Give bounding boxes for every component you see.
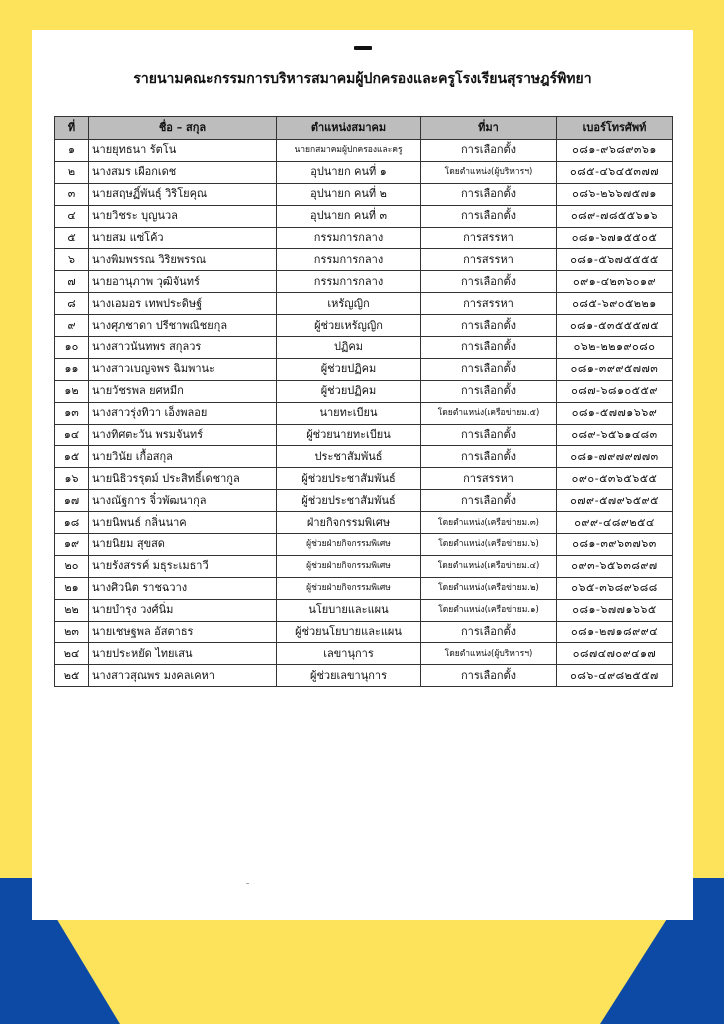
member-source: การสรรหา xyxy=(421,227,557,249)
member-phone: ๐๖๕-๓๖๘๙๖๘๘ xyxy=(557,577,673,599)
member-source: การสรรหา xyxy=(421,249,557,271)
header-no: ที่ xyxy=(55,117,89,140)
member-phone: ๐๘๑-๖๗๑๕๕๐๕ xyxy=(557,227,673,249)
member-position: ผู้ช่วยฝ่ายกิจกรรมพิเศษ xyxy=(277,577,421,599)
speck xyxy=(246,883,249,884)
member-phone: ๐๘๕-๖๙๐๕๒๒๑ xyxy=(557,293,673,315)
row-number: ๑๓ xyxy=(55,402,89,424)
row-number: ๙ xyxy=(55,315,89,337)
member-name: นายเชษฐพล อัสตาธร xyxy=(89,621,277,643)
member-source: โดยตำแหน่ง(เครือข่ายม.๕) xyxy=(421,402,557,424)
table-row xyxy=(55,402,673,424)
header-mark xyxy=(354,46,372,50)
table-row xyxy=(55,337,673,359)
member-name: นายวัชรพล ยศหมีก xyxy=(89,380,277,402)
member-position: ผู้ช่วยฝ่ายกิจกรรมพิเศษ xyxy=(277,534,421,556)
table-row xyxy=(55,424,673,446)
member-source: การเลือกตั้ง xyxy=(421,490,557,512)
member-source: การเลือกตั้ง xyxy=(421,271,557,293)
row-number: ๓ xyxy=(55,183,89,205)
member-source: การเลือกตั้ง xyxy=(421,140,557,162)
member-name: นางพิมพรรณ วิริยพรรณ xyxy=(89,249,277,271)
member-position: อุปนายก คนที่ ๓ xyxy=(277,205,421,227)
member-phone: ๐๙๙-๔๘๙๒๕๔ xyxy=(557,512,673,534)
table-row xyxy=(55,665,673,687)
member-source: การเลือกตั้ง xyxy=(421,446,557,468)
table-row xyxy=(55,315,673,337)
row-number: ๒๔ xyxy=(55,643,89,665)
member-source: การเลือกตั้ง xyxy=(421,205,557,227)
member-name: นางสมร เผือกเดช xyxy=(89,161,277,183)
header-position: ตำแหน่งสมาคม xyxy=(277,117,421,140)
member-name: นายยุทธนา รัตโน xyxy=(89,140,277,162)
member-position: ผู้ช่วยฝ่ายกิจกรรมพิเศษ xyxy=(277,555,421,577)
member-source: การเลือกตั้ง xyxy=(421,621,557,643)
member-phone: ๐๘๑-๗๙๗๙๗๗๓ xyxy=(557,446,673,468)
member-position: นายทะเบียน xyxy=(277,402,421,424)
row-number: ๑๐ xyxy=(55,337,89,359)
row-number: ๒๐ xyxy=(55,555,89,577)
member-name: นายนิยม สุขสด xyxy=(89,534,277,556)
table-body xyxy=(55,140,673,687)
member-phone: ๐๘๕-๔๖๔๕๓๗๗ xyxy=(557,161,673,183)
member-phone: ๐๘๙-๗๘๕๕๖๑๖ xyxy=(557,205,673,227)
member-phone: ๐๘๑-๙๖๘๙๓๖๑ xyxy=(557,140,673,162)
header-name: ชื่อ – สกุล xyxy=(89,117,277,140)
member-position: ผู้ช่วยปฏิคม xyxy=(277,358,421,380)
row-number: ๒๑ xyxy=(55,577,89,599)
member-source: การเลือกตั้ง xyxy=(421,358,557,380)
row-number: ๑๘ xyxy=(55,512,89,534)
member-name: นายประหยัด ไทยเสน xyxy=(89,643,277,665)
row-number: ๑๗ xyxy=(55,490,89,512)
table-row xyxy=(55,227,673,249)
table-row xyxy=(55,380,673,402)
member-name: นายนิพนธ์ กลิ่นนาค xyxy=(89,512,277,534)
member-phone: ๐๙๑-๔๒๓๖๐๑๙ xyxy=(557,271,673,293)
document-title: รายนามคณะกรรมการบริหารสมาคมผู้ปกครองและครูโรงเรียนสุราษฎร์พิทยา xyxy=(133,71,592,87)
member-position: ปฏิคม xyxy=(277,337,421,359)
table-row xyxy=(55,512,673,534)
member-source: โดยตำแหน่ง(เครือข่ายม.๖) xyxy=(421,534,557,556)
member-phone: ๐๘๗๔๗๐๙๔๑๗ xyxy=(557,643,673,665)
table-row xyxy=(55,293,673,315)
member-source: การเลือกตั้ง xyxy=(421,665,557,687)
row-number: ๒๓ xyxy=(55,621,89,643)
member-position: ผู้ช่วยปฏิคม xyxy=(277,380,421,402)
row-number: ๑๑ xyxy=(55,358,89,380)
member-position: กรรมการกลาง xyxy=(277,271,421,293)
member-position: นโยบายและแผน xyxy=(277,599,421,621)
member-name: นายรังสรรค์ มธุระเมธาวี xyxy=(89,555,277,577)
row-number: ๑๙ xyxy=(55,534,89,556)
table-row xyxy=(55,468,673,490)
table-row xyxy=(55,183,673,205)
row-number: ๑๔ xyxy=(55,424,89,446)
table-row xyxy=(55,534,673,556)
member-phone: ๐๘๖-๔๙๘๒๕๕๗ xyxy=(557,665,673,687)
row-number: ๒๕ xyxy=(55,665,89,687)
committee-table xyxy=(54,116,673,687)
member-source: โดยตำแหน่ง(เครือข่ายม.๓) xyxy=(421,512,557,534)
table-row xyxy=(55,140,673,162)
table-header-row xyxy=(55,117,673,140)
member-source: การเลือกตั้ง xyxy=(421,424,557,446)
member-position: กรรมการกลาง xyxy=(277,249,421,271)
member-source: การสรรหา xyxy=(421,293,557,315)
member-phone: ๐๘๑-๓๙๖๓๗๖๓ xyxy=(557,534,673,556)
member-phone: ๐๘๑-๖๗๗๑๖๖๕ xyxy=(557,599,673,621)
table-row xyxy=(55,621,673,643)
member-name: นางณัฐการ จิ๋วพัฒนากุล xyxy=(89,490,277,512)
row-number: ๑ xyxy=(55,140,89,162)
member-name: นายสฤษฏิ์พันธุ์ วิริโยคุณ xyxy=(89,183,277,205)
member-position: ฝ่ายกิจกรรมพิเศษ xyxy=(277,512,421,534)
member-name: นายอานุภาพ วุฒิจันทร์ xyxy=(89,271,277,293)
row-number: ๕ xyxy=(55,227,89,249)
member-source: การเลือกตั้ง xyxy=(421,315,557,337)
member-name: นางศุภชาดา ปรีชาพณิชยกุล xyxy=(89,315,277,337)
member-name: นางสาวนันทพร สกุลวร xyxy=(89,337,277,359)
header-source: ที่มา xyxy=(421,117,557,140)
member-name: นางทิศตะวัน พรมจันทร์ xyxy=(89,424,277,446)
member-phone: ๐๘๗-๖๘๑๐๕๕๙ xyxy=(557,380,673,402)
member-source: โดยตำแหน่ง(เครือข่ายม.๔) xyxy=(421,555,557,577)
member-position: ผู้ช่วยประชาสัมพันธ์ xyxy=(277,490,421,512)
table-row xyxy=(55,599,673,621)
row-number: ๗ xyxy=(55,271,89,293)
table-row xyxy=(55,643,673,665)
member-phone: ๐๘๖-๒๖๖๗๕๗๑ xyxy=(557,183,673,205)
row-number: ๔ xyxy=(55,205,89,227)
table-row xyxy=(55,205,673,227)
table-row xyxy=(55,271,673,293)
member-name: นางสาวเบญจพร ฉิมพานะ xyxy=(89,358,277,380)
table-row xyxy=(55,249,673,271)
document-page xyxy=(32,30,693,920)
member-name: นางสาวสุณพร มงคลเคหา xyxy=(89,665,277,687)
member-phone: ๐๗๙-๕๗๙๖๕๙๕ xyxy=(557,490,673,512)
member-position: ผู้ช่วยนโยบายและแผน xyxy=(277,621,421,643)
member-name: นายวิชระ บุญนวล xyxy=(89,205,277,227)
member-source: โดยตำแหน่ง(ผู้บริหารฯ) xyxy=(421,643,557,665)
member-name: นางเอมอร เทพประดิษฐ์ xyxy=(89,293,277,315)
member-phone: ๐๘๑-๕๖๗๕๕๕๕ xyxy=(557,249,673,271)
member-position: ผู้ช่วยเหรัญญิก xyxy=(277,315,421,337)
member-source: การสรรหา xyxy=(421,468,557,490)
member-phone: ๐๘๑-๒๗๑๘๙๙๔ xyxy=(557,621,673,643)
row-number: ๘ xyxy=(55,293,89,315)
member-source: การเลือกตั้ง xyxy=(421,337,557,359)
row-number: ๑๖ xyxy=(55,468,89,490)
row-number: ๑๕ xyxy=(55,446,89,468)
member-name: นายวินัย เกื้อสกุล xyxy=(89,446,277,468)
table-row xyxy=(55,577,673,599)
member-name: นางสาวรุ่งทิวา เอ็งพลอย xyxy=(89,402,277,424)
table-row xyxy=(55,161,673,183)
member-position: กรรมการกลาง xyxy=(277,227,421,249)
member-name: นางศิวนิต ราชฉวาง xyxy=(89,577,277,599)
member-position: เลขานุการ xyxy=(277,643,421,665)
member-source: โดยตำแหน่ง(เครือข่ายม.๑) xyxy=(421,599,557,621)
table-row xyxy=(55,555,673,577)
member-source: การเลือกตั้ง xyxy=(421,183,557,205)
member-phone: ๐๘๑-๕๗๗๑๖๖๙ xyxy=(557,402,673,424)
member-source: โดยตำแหน่ง(ผู้บริหารฯ) xyxy=(421,161,557,183)
row-number: ๒๒ xyxy=(55,599,89,621)
member-position: ผู้ช่วยประชาสัมพันธ์ xyxy=(277,468,421,490)
member-phone: ๐๙๓-๖๕๖๓๘๙๗ xyxy=(557,555,673,577)
table-row xyxy=(55,358,673,380)
row-number: ๒ xyxy=(55,161,89,183)
member-position: ผู้ช่วยนายทะเบียน xyxy=(277,424,421,446)
row-number: ๖ xyxy=(55,249,89,271)
member-position: นายกสมาคมผู้ปกครองและครู xyxy=(277,140,421,162)
member-position: เหรัญญิก xyxy=(277,293,421,315)
member-phone: ๐๘๑-๕๓๕๕๕๗๕ xyxy=(557,315,673,337)
member-name: นายบำรุง วงศ์นิ่ม xyxy=(89,599,277,621)
table-row xyxy=(55,446,673,468)
member-position: ผู้ช่วยเลขานุการ xyxy=(277,665,421,687)
member-phone: ๐๘๙-๖๕๖๑๔๘๓ xyxy=(557,424,673,446)
member-phone: ๐๘๑-๓๙๙๕๗๗๓ xyxy=(557,358,673,380)
member-name: นายนิธิวรรุตม์ ประสิทธิ์เดชากูล xyxy=(89,468,277,490)
member-phone: ๐๖๒-๒๒๑๙๐๘๐ xyxy=(557,337,673,359)
member-position: อุปนายก คนที่ ๒ xyxy=(277,183,421,205)
member-position: อุปนายก คนที่ ๑ xyxy=(277,161,421,183)
table-row xyxy=(55,490,673,512)
member-source: การเลือกตั้ง xyxy=(421,380,557,402)
member-phone: ๐๙๐-๕๓๖๕๖๕๕ xyxy=(557,468,673,490)
member-source: โดยตำแหน่ง(เครือข่ายม.๒) xyxy=(421,577,557,599)
member-name: นายสม แซ่โค้ว xyxy=(89,227,277,249)
member-position: ประชาสัมพันธ์ xyxy=(277,446,421,468)
header-phone: เบอร์โทรศัพท์ xyxy=(557,117,673,140)
row-number: ๑๒ xyxy=(55,380,89,402)
